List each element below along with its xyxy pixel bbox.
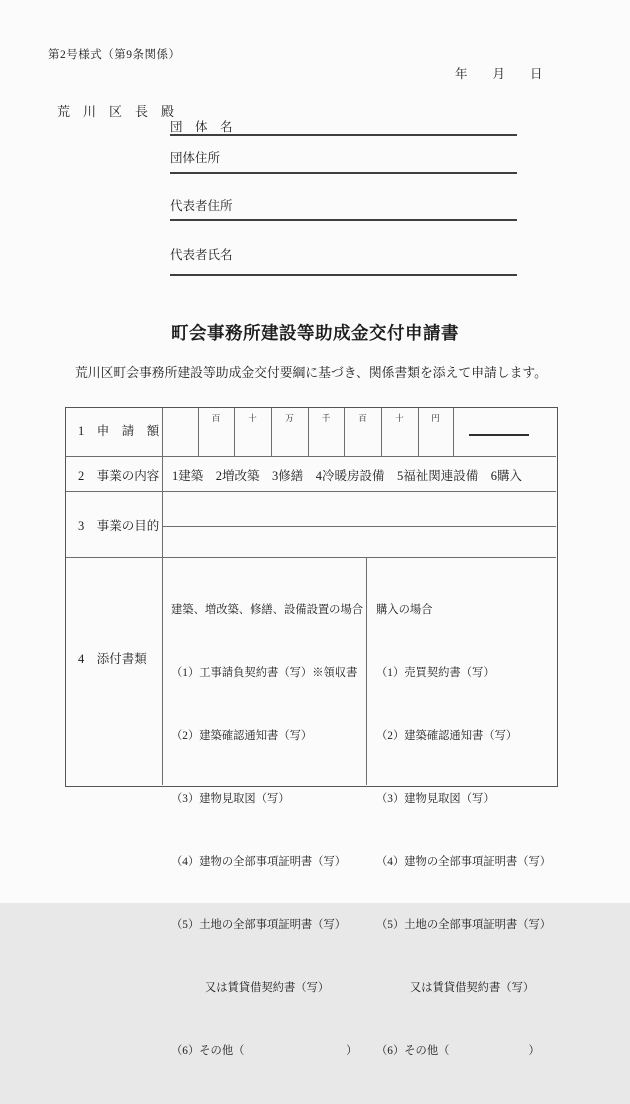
rep-address-label: 代表者住所 (170, 199, 233, 213)
digit-header: 百 (211, 413, 221, 423)
intro-text: 荒川区町会事務所建設等助成金交付要綱に基づき、関係書類を添えて申請します。 (75, 366, 547, 380)
org-name-label: 団 体 名 (170, 120, 233, 134)
digit-header: 万 (285, 413, 294, 423)
construction-case-item: （6）その他（ ） (171, 1045, 358, 1057)
project-purpose-label: 3 事業の目的 (78, 519, 160, 533)
construction-case-item: （1）工事請負契約書（写）※領収書 (171, 667, 358, 679)
digit-header: 円 (431, 413, 440, 423)
digit-header: 十 (395, 413, 404, 423)
purchase-case-item: 又は賃貸借契約書（写） (376, 982, 535, 994)
application-table (65, 407, 558, 1057)
application-amount-label: 1 申 請 額 (78, 424, 160, 438)
construction-case-item: （3）建物見取図（写） (171, 793, 290, 805)
purchase-case-item: （1）売買契約書（写） (376, 667, 495, 679)
digit-header: 千 (321, 413, 331, 423)
digit-header: 百 (358, 413, 367, 423)
table-divider (66, 456, 556, 457)
form-title: 町会事務所建設等助成金交付申請書 (171, 323, 459, 343)
construction-case-list (171, 558, 364, 1104)
construction-case-item: （2）建築確認通知書（写） (171, 730, 313, 742)
purchase-case-item: （5）土地の全部事項証明書（写） (376, 919, 552, 931)
table-divider (162, 408, 163, 785)
purchase-case-item: （2）建築確認通知書（写） (376, 730, 518, 742)
rep-name-label: 代表者氏名 (170, 248, 233, 262)
project-content-label: 2 事業の内容 (78, 469, 160, 483)
table-divider (366, 557, 367, 785)
date-line: 年 月 日 (455, 67, 543, 81)
table-divider (453, 408, 454, 456)
construction-case-heading: 建築、増改築、修繕、設備設置の場合 (171, 604, 364, 616)
org-address-label: 団体住所 (170, 151, 221, 165)
org-address-underline (170, 172, 517, 174)
construction-case-item: 又は賃貸借契約書（写） (171, 982, 330, 994)
digit-header: 十 (248, 413, 257, 423)
project-content-options: 1建築 2増改築 3修繕 4冷暖房設備 5福祉関連設備 6購入 (172, 469, 523, 483)
purchase-case-item: （4）建物の全部事項証明書（写） (376, 856, 552, 868)
purchase-case-heading: 購入の場合 (376, 604, 433, 616)
form-number-label: 第2号様式（第9条関係） (48, 49, 181, 61)
org-name-underline (170, 134, 517, 136)
rep-address-underline (170, 219, 517, 221)
mayor-addressee-label: 荒 川 区 長 殿 (57, 104, 175, 119)
table-divider (66, 491, 556, 492)
table-divider (162, 526, 556, 527)
construction-case-item: （5）土地の全部事項証明書（写） (171, 919, 347, 931)
rep-name-underline (170, 274, 517, 276)
amount-writein-line (469, 434, 529, 436)
attachments-label: 4 添付書類 (78, 652, 147, 666)
construction-case-item: （4）建物の全部事項証明書（写） (171, 856, 347, 868)
purchase-case-item: （6）その他（ ） (376, 1045, 540, 1057)
purchase-case-item: （3）建物見取図（写） (376, 793, 495, 805)
purchase-case-list (376, 558, 556, 1104)
